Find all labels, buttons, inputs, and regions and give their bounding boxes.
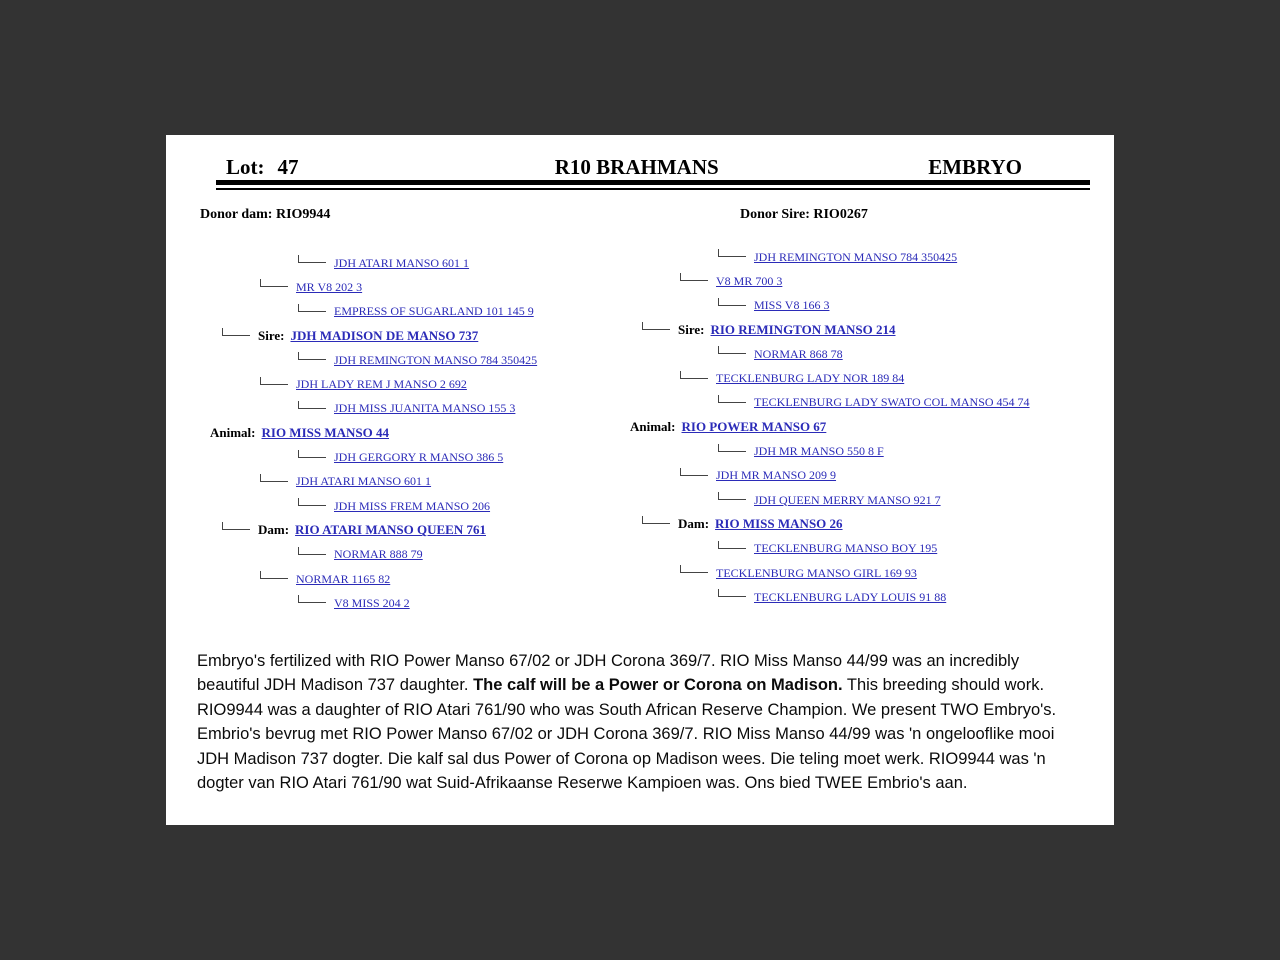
- branch-connector-icon: [260, 571, 288, 579]
- animal-link[interactable]: RIO POWER MANSO 67: [681, 419, 827, 435]
- pedigree-row: [298, 348, 537, 372]
- pedigree-row: [298, 591, 537, 615]
- pedigree-row: [680, 366, 1030, 390]
- pedigree-row-sire: [642, 318, 1030, 342]
- header-rule: [216, 180, 1090, 190]
- branch-connector-icon: [298, 352, 326, 360]
- branch-connector-icon: [298, 255, 326, 263]
- branch-connector-icon: [718, 589, 746, 597]
- pedigree-row: [298, 445, 537, 469]
- description-bold-text: The calf will be a Power or Corona on Madison.: [473, 676, 843, 695]
- branch-connector-icon: [298, 401, 326, 409]
- branch-connector-icon: [680, 371, 708, 379]
- animal-link[interactable]: MR V8 202 3: [296, 279, 363, 294]
- branch-connector-icon: [260, 474, 288, 482]
- branch-connector-icon: [718, 395, 746, 403]
- animal-link[interactable]: JDH ATARI MANSO 601 1: [334, 255, 470, 270]
- lot-heading: [226, 155, 299, 180]
- pedigree-row: [718, 342, 1030, 366]
- pedigree-row: [260, 275, 537, 299]
- pedigree-row-animal: [210, 421, 537, 445]
- branch-connector-icon: [222, 522, 250, 530]
- branch-connector-icon: [718, 346, 746, 354]
- relation-label: Animal:: [210, 425, 256, 441]
- pedigree-row: [680, 561, 1030, 585]
- relation-label: Animal:: [630, 419, 676, 435]
- pedigree-row: [718, 391, 1030, 415]
- lot-label: Lot:: [226, 155, 265, 179]
- animal-link[interactable]: RIO ATARI MANSO QUEEN 761: [295, 522, 486, 538]
- pedigree-row: [298, 251, 537, 275]
- pedigree-row: [680, 464, 1030, 488]
- lot-type-label: EMBRYO: [928, 155, 1022, 179]
- page-header: [166, 155, 1114, 181]
- pedigree-row: [718, 585, 1030, 609]
- branch-connector-icon: [718, 492, 746, 500]
- animal-link[interactable]: JDH ATARI MANSO 601 1: [296, 474, 432, 489]
- pedigree-row: [680, 269, 1030, 293]
- animal-link[interactable]: JDH QUEEN MERRY MANSO 921 7: [754, 492, 941, 507]
- animal-link[interactable]: JDH GERGORY R MANSO 386 5: [334, 450, 504, 465]
- pedigree-row: [718, 537, 1030, 561]
- pedigree-row-dam: [222, 518, 537, 542]
- pedigree-row: [718, 488, 1030, 512]
- branch-connector-icon: [260, 377, 288, 385]
- animal-link[interactable]: V8 MR 700 3: [716, 273, 783, 288]
- pedigree-row-dam: [642, 512, 1030, 536]
- animal-link[interactable]: TECKLENBURG LADY SWATO COL MANSO 454 74: [754, 395, 1030, 410]
- pedigree-row: [298, 494, 537, 518]
- animal-link[interactable]: JDH MR MANSO 550 8 F: [754, 444, 884, 459]
- animal-link[interactable]: RIO REMINGTON MANSO 214: [710, 322, 896, 338]
- animal-link[interactable]: TECKLENBURG LADY LOUIS 91 88: [754, 589, 947, 604]
- branch-connector-icon: [718, 541, 746, 549]
- branch-connector-icon: [642, 322, 670, 330]
- animal-link[interactable]: TECKLENBURG MANSO BOY 195: [754, 541, 938, 556]
- animal-link[interactable]: V8 MISS 204 2: [334, 595, 410, 610]
- description-text-2: This breeding should work. RIO9944 was a daughter of RIO Atari 761/90 who was South African Reserve Champion. We present TWO Embryo's. Embrio's bevrug met RIO Power Manso 67/02 or JDH Corona 369/7. RIO Miss Manso 44/99 was 'n ongelooflike mooi JDH Madison 737 dogter. Die kalf sal dus Power of Corona op Madison wees. Die teling moet werk. RIO9944 was 'n dogter van RIO Atari 761/90 wat Suid-Afrikaanse Reserwe Kampioen was. Ons bied TWEE Embrio's aan.: [197, 676, 1057, 793]
- pedigree-tree-dam: [166, 251, 537, 615]
- page-title: R10 BRAHMANS: [554, 155, 719, 179]
- animal-link[interactable]: TECKLENBURG LADY NOR 189 84: [716, 371, 905, 386]
- animal-link[interactable]: JDH MISS JUANITA MANSO 155 3: [334, 401, 516, 416]
- lot-number: 47: [277, 155, 299, 179]
- branch-connector-icon: [298, 304, 326, 312]
- pedigree-tree-sire: [586, 245, 1030, 609]
- branch-connector-icon: [298, 450, 326, 458]
- animal-link[interactable]: NORMAR 888 79: [334, 547, 423, 562]
- branch-connector-icon: [222, 328, 250, 336]
- donor-sire-title: Donor Sire: RIO0267: [740, 207, 868, 222]
- branch-connector-icon: [260, 279, 288, 287]
- branch-connector-icon: [718, 249, 746, 257]
- animal-link[interactable]: JDH MR MANSO 209 9: [716, 468, 837, 483]
- branch-connector-icon: [680, 565, 708, 573]
- pedigree-row: [260, 567, 537, 591]
- relation-label: Dam:: [258, 522, 290, 538]
- pedigree-row: [260, 372, 537, 396]
- animal-link[interactable]: RIO MISS MANSO 44: [261, 425, 389, 441]
- lot-description: [197, 649, 1063, 795]
- donor-dam-title: Donor dam: RIO9944: [200, 207, 331, 222]
- pedigree-row: [718, 245, 1030, 269]
- animal-link[interactable]: JDH MADISON DE MANSO 737: [290, 328, 479, 344]
- branch-connector-icon: [718, 444, 746, 452]
- relation-label: Sire:: [258, 328, 285, 344]
- branch-connector-icon: [642, 516, 670, 524]
- description-text-1: Embryo's fertilized with RIO Power Manso 67/02 or JDH Corona 369/7. RIO Miss Manso 44/99 was an incredibly beautiful JDH Madison 737 daughter.: [197, 652, 1020, 695]
- animal-link[interactable]: EMPRESS OF SUGARLAND 101 145 9: [334, 304, 534, 319]
- animal-link[interactable]: RIO MISS MANSO 26: [715, 516, 843, 532]
- branch-connector-icon: [298, 498, 326, 506]
- animal-link[interactable]: NORMAR 868 78: [754, 346, 843, 361]
- pedigree-row: [298, 300, 537, 324]
- branch-connector-icon: [680, 468, 708, 476]
- pedigree-row: [260, 470, 537, 494]
- animal-link[interactable]: JDH LADY REM J MANSO 2 692: [296, 377, 467, 392]
- branch-connector-icon: [298, 595, 326, 603]
- relation-label: Dam:: [678, 516, 710, 532]
- branch-connector-icon: [298, 547, 326, 555]
- branch-connector-icon: [680, 273, 708, 281]
- pedigree-row-sire: [222, 324, 537, 348]
- animal-link[interactable]: JDH REMINGTON MANSO 784 350425: [754, 249, 958, 264]
- branch-connector-icon: [718, 298, 746, 306]
- pedigree-row: [718, 439, 1030, 463]
- animal-link[interactable]: MISS V8 166 3: [754, 298, 830, 313]
- animal-link[interactable]: JDH MISS FREM MANSO 206: [334, 498, 491, 513]
- pedigree-row: [298, 397, 537, 421]
- animal-link[interactable]: NORMAR 1165 82: [296, 571, 391, 586]
- pedigree-row-animal: [630, 415, 1030, 439]
- catalog-page: [166, 135, 1114, 825]
- relation-label: Sire:: [678, 322, 705, 338]
- pedigree-row: [298, 543, 537, 567]
- pedigree-row: [718, 294, 1030, 318]
- animal-link[interactable]: TECKLENBURG MANSO GIRL 169 93: [716, 565, 917, 580]
- animal-link[interactable]: JDH REMINGTON MANSO 784 350425: [334, 352, 538, 367]
